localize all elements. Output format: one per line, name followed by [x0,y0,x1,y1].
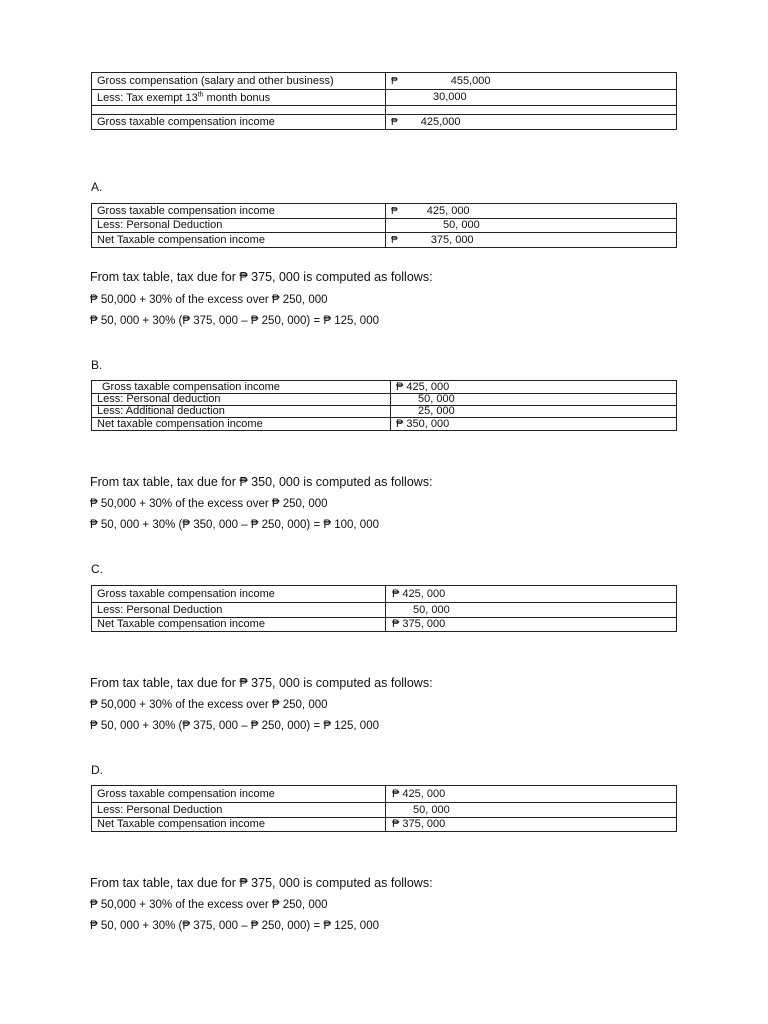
table-cell-amount [386,219,677,233]
table-cell-empty [386,106,677,115]
amount-value: 425, 000 [426,204,470,217]
table-cell-label: Net Taxable compensation income [92,233,386,248]
table-cell-amount [386,90,677,106]
computation-intro: From tax table, tax due for ₱ 350, 000 is computed as follows: [90,475,433,489]
table-cell-label: Gross taxable compensation income [92,115,386,130]
section-label: A. [91,180,103,194]
table-cell-empty [92,106,386,115]
computation-result: ₱ 50, 000 + 30% (₱ 375, 000 – ₱ 250, 000) = ₱ 125, 000 [90,920,379,932]
section-label: B. [91,358,103,372]
table-cell-amount [386,233,677,248]
table-cell-label: Less: Personal Deduction [92,603,386,618]
table-cell-label: Gross taxable compensation income [92,204,386,219]
bonus-label: Less: Tax exempt 13th month bonus [97,91,271,104]
table-cell-label: Less: Personal Deduction [92,803,386,818]
table-cell-label: Less: Additional deduction [92,406,391,418]
amount-value: 375, 000 [430,233,474,246]
table-cell-amount [386,115,677,130]
table-cell-amount: ₱ 375, 000 [386,618,677,632]
table-cell-amount: ₱ 350, 000 [391,418,677,431]
table-cell-label: Gross compensation (salary and other business) [92,73,386,90]
table-cell-label: Gross taxable compensation income [92,786,386,803]
table-cell-amount: 50, 000 [386,603,677,618]
amount-value: 425,000 [420,115,461,128]
table-cell-label: Net Taxable compensation income [92,818,386,832]
table-cell-amount: ₱ 425, 000 [386,586,677,603]
table-cell-label: Less: Personal deduction [92,394,391,406]
computation-intro: From tax table, tax due for ₱ 375, 000 is computed as follows: [90,270,433,284]
table-cell-label: Gross taxable compensation income [92,381,391,394]
table-cell-label: Net Taxable compensation income [92,618,386,632]
table-cell-amount: 50, 000 [386,803,677,818]
table-cell-label: Less: Personal Deduction [92,219,386,233]
table-cell-amount: 25, 000 [391,406,677,418]
computation-intro: From tax table, tax due for ₱ 375, 000 is computed as follows: [90,676,433,690]
table-cell-amount: ₱ 425, 000 [386,786,677,803]
section-b-table [91,380,677,431]
computation-result: ₱ 50, 000 + 30% (₱ 375, 000 – ₱ 250, 000) = ₱ 125, 000 [90,720,379,732]
peso-sign: ₱ [391,205,398,217]
section-a-table [91,203,677,248]
top-computation-table [91,72,677,130]
section-label: D. [91,763,103,777]
table-cell-label: Net taxable compensation income [92,418,391,431]
table-cell-amount: ₱ 375, 000 [386,818,677,832]
computation-formula: ₱ 50,000 + 30% of the excess over ₱ 250, 000 [90,899,328,911]
computation-result: ₱ 50, 000 + 30% (₱ 350, 000 – ₱ 250, 000) = ₱ 100, 000 [90,519,379,531]
computation-result: ₱ 50, 000 + 30% (₱ 375, 000 – ₱ 250, 000) = ₱ 125, 000 [90,315,379,327]
peso-sign: ₱ [391,75,398,87]
computation-intro: From tax table, tax due for ₱ 375, 000 is computed as follows: [90,876,433,890]
amount-value: 50, 000 [443,219,480,231]
computation-formula: ₱ 50,000 + 30% of the excess over ₱ 250, 000 [90,294,328,306]
computation-formula: ₱ 50,000 + 30% of the excess over ₱ 250, 000 [90,498,328,510]
section-c-table [91,585,677,632]
table-cell-label [92,90,386,106]
amount-value: 30,000 [433,91,467,103]
amount-value: 455,000 [450,74,491,87]
table-cell-label: Gross taxable compensation income [92,586,386,603]
section-label: C. [91,562,103,576]
computation-formula: ₱ 50,000 + 30% of the excess over ₱ 250, 000 [90,699,328,711]
peso-sign: ₱ [391,116,398,128]
section-d-table [91,785,677,832]
peso-sign: ₱ [391,234,398,246]
table-cell-amount: ₱ 425, 000 [391,381,677,394]
table-cell-amount [386,204,677,219]
table-cell-amount [386,73,677,90]
table-cell-amount: 50, 000 [391,394,677,406]
